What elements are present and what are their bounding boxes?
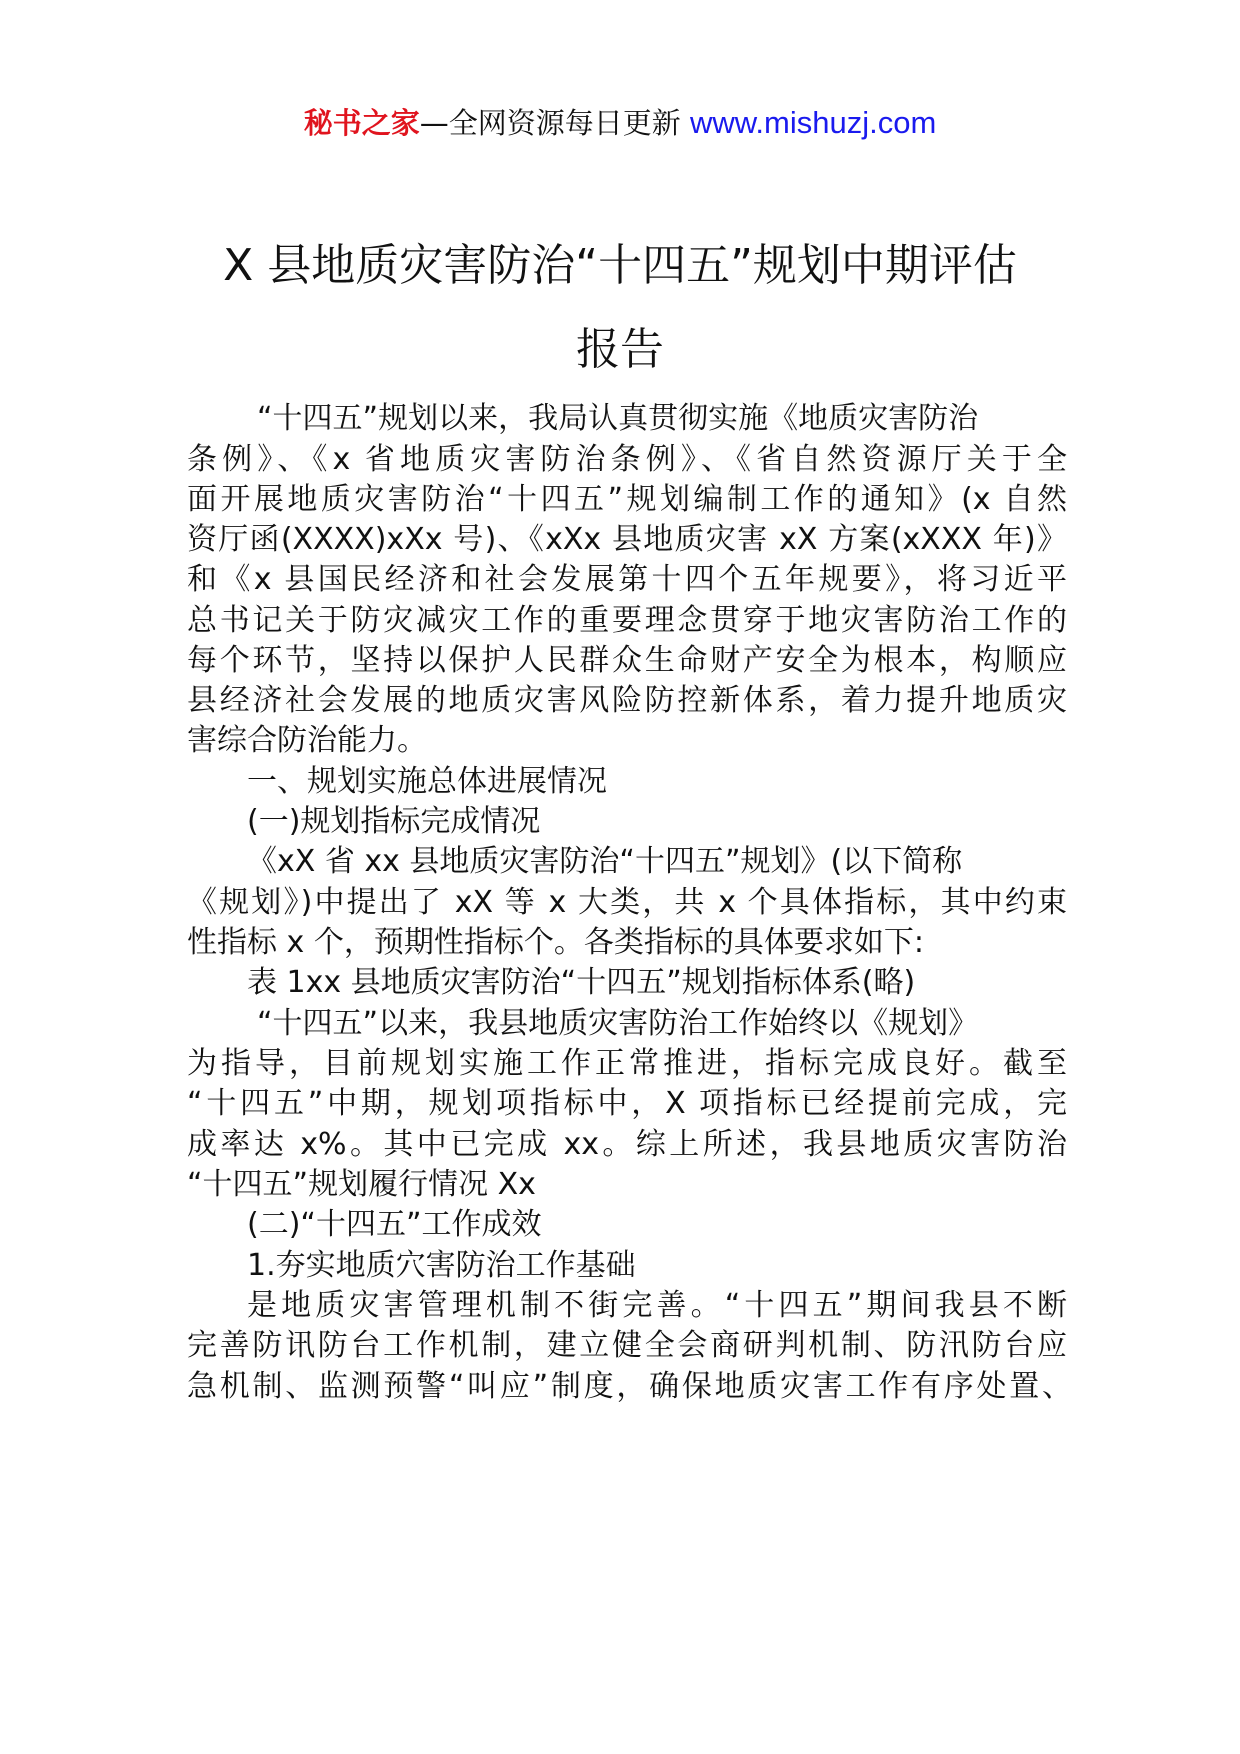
paragraph-line: 害综合防治能力。 xyxy=(187,723,427,758)
paragraph-line: 总书记关于防灾减灾工作的重要理念贯穿于地灾害防治工作的 xyxy=(187,603,1067,638)
paragraph-line: “十四五”规划履行情况 Xx xyxy=(187,1167,536,1202)
document-title-line-2: 报告 xyxy=(576,324,664,375)
paragraph-line: “十四五”中期，规划项指标中，X 项指标已经提前完成，完 xyxy=(187,1086,1067,1121)
item-heading: 1.夯实地质穴害防治工作基础 xyxy=(247,1248,636,1283)
subsection-heading: (二)“十四五”工作成效 xyxy=(247,1207,542,1242)
paragraph-line: 和《x 县国民经济和社会发展第十四个五年规要》，将习近平 xyxy=(187,562,1067,597)
paragraph-line: 为指导，目前规划实施工作正常推进，指标完成良好。截至 xyxy=(187,1046,1067,1081)
paragraph-line: 性指标 x 个，预期性指标个。各类指标的具体要求如下: xyxy=(187,925,924,960)
paragraph-line: 条例》、《x 省地质灾害防治条例》、《省自然资源厅关于全 xyxy=(187,442,1067,477)
paragraph-line: 是地质灾害管理机制不街完善。“十四五”期间我县不断 xyxy=(247,1288,1067,1323)
paragraph-line: “十四五”以来，我县地质灾害防治工作始终以《规划》 xyxy=(257,1006,979,1041)
paragraph-line: 资厅函(XXXX)xXx 号)、《xXx 县地质灾害 xX 方案(xXXX 年)》 xyxy=(187,522,1067,557)
paragraph-line: 《xX 省 xx 县地质灾害防治“十四五”规划》(以下简称 xyxy=(247,844,963,879)
site-slogan: —全网资源每日更新 xyxy=(419,106,690,140)
document-title-line-1: X 县地质灾害防治“十四五”规划中期评估 xyxy=(223,240,1017,291)
paragraph-line: 每个环节，坚持以保护人民群众生命财产安全为根本，构顺应 xyxy=(187,643,1067,678)
paragraph-line: 《规划》)中提出了 xX 等 x 大类，共 x 个具体指标，其中约束 xyxy=(187,885,1067,920)
paragraph-line: 急机制、监测预警“叫应”制度，确保地质灾害工作有序处置、 xyxy=(187,1369,1072,1404)
paragraph-line: “十四五”规划以来，我局认真贯彻实施《地质灾害防治 xyxy=(257,401,979,436)
site-header xyxy=(0,103,1240,143)
subsection-heading: (一)规划指标完成情况 xyxy=(247,804,541,839)
brand-name: 秘书之家 xyxy=(303,106,420,140)
paragraph-line: 县经济社会发展的地质灾害风险防控新体系，着力提升地质灾 xyxy=(187,683,1067,718)
section-heading: 一、规划实施总体进展情况 xyxy=(247,764,607,799)
paragraph-line: 面开展地质灾害防治“十四五”规划编制工作的通知》(x 自然 xyxy=(187,482,1067,517)
paragraph-line: 完善防讯防台工作机制，建立健全会商研判机制、防汛防台应 xyxy=(187,1328,1067,1363)
paragraph-line: 成率达 x%。其中已完成 xx。综上所述，我县地质灾害防治 xyxy=(187,1127,1067,1162)
table-caption: 表 1xx 县地质灾害防治“十四五”规划指标体系(略) xyxy=(247,965,916,1000)
site-url[interactable]: www.mishuzj.com xyxy=(689,105,937,140)
